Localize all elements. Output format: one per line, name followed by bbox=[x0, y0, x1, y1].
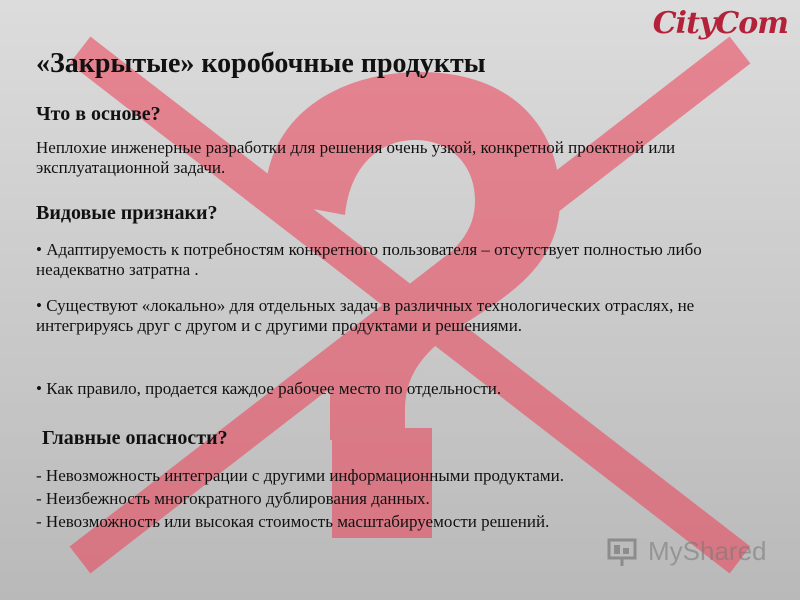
citycom-logo: CityCom bbox=[652, 6, 788, 41]
section-heading-features: Видовые признаки? bbox=[36, 202, 218, 224]
bullet-local-existence: • Существуют «локально» для отдельных задач в различных технологических отраслях, не интегрируясь друг с другом и с другими продуктами и решениями. bbox=[36, 296, 695, 335]
myshared-watermark bbox=[606, 536, 767, 567]
danger-line-duplication: - Неизбежность многократного дублирования данных. bbox=[36, 489, 430, 508]
danger-line-scalability: - Невозможность или высокая стоимость масштабируемости решений. bbox=[36, 512, 550, 531]
slide-title: «Закрытые» коробочные продукты bbox=[36, 48, 486, 79]
section-text-basis: Неплохие инженерные разработки для решения очень узкой, конкретной проектной или эксплуатационной задачи. bbox=[36, 138, 676, 177]
section-heading-basis: Что в основе? bbox=[36, 103, 161, 125]
bullet-adaptability: • Адаптируемость к потребностям конкретного пользователя – отсутствует полностью либо неадекватно затратна . bbox=[36, 240, 702, 279]
section-heading-dangers: Главные опасности? bbox=[42, 427, 228, 449]
bullet-per-seat-sales: • Как правило, продается каждое рабочее место по отдельности. bbox=[36, 379, 502, 398]
presentation-board-icon bbox=[606, 537, 640, 567]
watermark-text: MyShared bbox=[648, 536, 767, 566]
danger-line-integration: - Невозможность интеграции с другими информационными продуктами. bbox=[36, 466, 564, 485]
